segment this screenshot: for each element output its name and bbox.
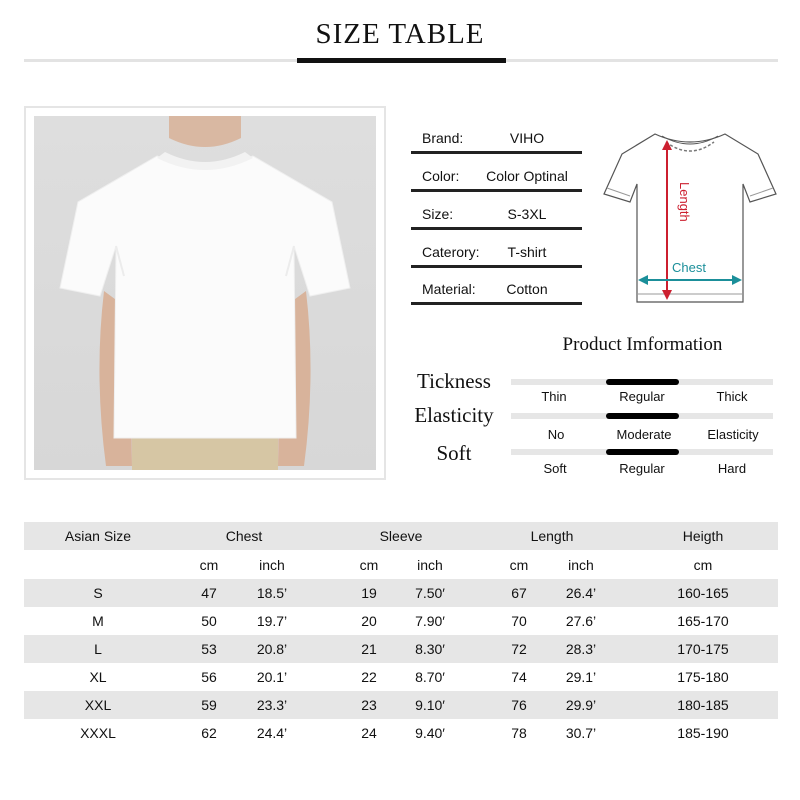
chest-cm-cell: 53: [201, 641, 217, 657]
size-cell: M: [92, 613, 104, 629]
chest-label: Chest: [672, 260, 706, 275]
table-unit-cell: inch: [568, 557, 594, 573]
length-inch-cell: 28.3’: [565, 641, 597, 657]
sleeve-inch-cell: 8.30′: [415, 641, 445, 657]
chest-inch-cell: 23.3’: [256, 697, 288, 713]
elasticity-option: Moderate: [616, 427, 672, 442]
model-tshirt-illustration: [34, 116, 376, 470]
length-label: Length: [677, 182, 692, 222]
spec-value: T-shirt: [507, 244, 547, 260]
thickness-scale-bar: [511, 379, 773, 385]
length-cm-cell: 78: [511, 725, 527, 741]
height-cell: 160-165: [677, 585, 729, 601]
chest-inch-cell: 20.1’: [256, 669, 288, 685]
scale-selected-segment: [606, 379, 679, 385]
soft-option: Soft: [543, 461, 567, 476]
table-row: [24, 719, 778, 747]
table-units-row: [24, 551, 778, 579]
product-info-title: Product Imformation: [562, 334, 723, 355]
chest-cm-cell: 56: [201, 669, 217, 685]
length-cm-cell: 76: [511, 697, 527, 713]
attr-label-thickness: Tickness: [417, 369, 491, 393]
chest-inch-cell: 20.8’: [256, 641, 288, 657]
elasticity-option: Elasticity: [707, 427, 759, 442]
sleeve-cm-cell: 20: [361, 613, 377, 629]
table-unit-cell: cm: [693, 557, 713, 573]
length-cm-cell: 67: [511, 585, 527, 601]
attr-label-elasticity: Elasticity: [414, 403, 494, 427]
spec-value: Color Optinal: [486, 168, 568, 184]
elasticity-scale-bar: [511, 413, 773, 419]
sleeve-cm-cell: 19: [361, 585, 377, 601]
spec-row-color: [411, 162, 582, 192]
scale-selected-segment: [606, 413, 679, 419]
thickness-option: Regular: [619, 389, 665, 404]
spec-key: Size:: [422, 206, 454, 222]
table-unit-cell: cm: [359, 557, 379, 573]
thickness-option: Thick: [716, 389, 748, 404]
length-cm-cell: 70: [511, 613, 527, 629]
elasticity-option: No: [547, 427, 565, 442]
sleeve-inch-cell: 8.70′: [415, 669, 445, 685]
table-unit-cell: inch: [417, 557, 443, 573]
size-cell: S: [93, 585, 103, 601]
chest-inch-cell: 24.4’: [256, 725, 288, 741]
spec-value: VIHO: [509, 130, 545, 146]
chest-cm-cell: 59: [201, 697, 217, 713]
table-header-cell: Length: [530, 528, 574, 544]
sleeve-inch-cell: 9.40′: [415, 725, 445, 741]
sleeve-cm-cell: 22: [361, 669, 377, 685]
page-title: SIZE TABLE: [315, 18, 485, 50]
title-accent-bar: [297, 58, 506, 63]
soft-option: Hard: [717, 461, 747, 476]
size-cell: L: [94, 641, 102, 657]
height-cell: 175-180: [677, 669, 729, 685]
height-cell: 170-175: [677, 641, 729, 657]
soft-scale-bar: [511, 449, 773, 455]
length-inch-cell: 29.1’: [565, 669, 597, 685]
tshirt-measure-diagram: [600, 122, 780, 312]
spec-underline: [411, 302, 582, 305]
chest-cm-cell: 50: [201, 613, 217, 629]
table-header-cell: Asian Size: [64, 528, 132, 544]
thickness-option: Thin: [541, 389, 567, 404]
spec-key: Material:: [422, 281, 476, 297]
table-row: [24, 691, 778, 719]
scale-selected-segment: [606, 449, 679, 455]
chest-cm-cell: 62: [201, 725, 217, 741]
sleeve-cm-cell: 23: [361, 697, 377, 713]
table-unit-cell: cm: [199, 557, 219, 573]
soft-option: Regular: [619, 461, 665, 476]
spec-underline: [411, 227, 582, 230]
chest-inch-cell: 18.5’: [256, 585, 288, 601]
length-inch-cell: 26.4’: [565, 585, 597, 601]
table-header-cell: Sleeve: [379, 528, 423, 544]
spec-row-material: [411, 275, 582, 305]
size-cell: XXL: [84, 697, 112, 713]
spec-row-category: [411, 238, 582, 268]
product-photo-frame: [24, 106, 386, 480]
chest-inch-cell: 19.7’: [256, 613, 288, 629]
sleeve-inch-cell: 7.90′: [415, 613, 445, 629]
spec-row-size: [411, 200, 582, 230]
height-cell: 185-190: [677, 725, 729, 741]
length-inch-cell: 30.7’: [565, 725, 597, 741]
sleeve-inch-cell: 9.10′: [415, 697, 445, 713]
spec-key: Brand:: [422, 130, 464, 146]
table-row: [24, 607, 778, 635]
spec-value: Cotton: [506, 281, 548, 297]
height-cell: 165-170: [677, 613, 729, 629]
length-cm-cell: 72: [511, 641, 527, 657]
table-header-cell: Chest: [225, 528, 263, 544]
product-photo: [34, 116, 376, 470]
spec-key: Color:: [422, 168, 460, 184]
size-cell: XL: [89, 669, 107, 685]
height-cell: 180-185: [677, 697, 729, 713]
spec-underline: [411, 189, 582, 192]
spec-underline: [411, 151, 582, 154]
table-header-row: [24, 522, 778, 550]
size-cell: XXXL: [80, 725, 116, 741]
spec-row-brand: [411, 124, 582, 154]
table-row: [24, 635, 778, 663]
length-inch-cell: 29.9’: [565, 697, 597, 713]
chest-cm-cell: 47: [201, 585, 217, 601]
sleeve-inch-cell: 7.50′: [415, 585, 445, 601]
spec-underline: [411, 265, 582, 268]
sleeve-cm-cell: 21: [361, 641, 377, 657]
table-unit-cell: cm: [509, 557, 529, 573]
spec-key: Caterory:: [422, 244, 480, 260]
table-unit-cell: inch: [259, 557, 285, 573]
table-header-cell: Heigth: [682, 528, 724, 544]
attr-label-soft: Soft: [436, 441, 472, 465]
table-row: [24, 579, 778, 607]
length-inch-cell: 27.6’: [565, 613, 597, 629]
spec-value: S-3XL: [507, 206, 547, 222]
table-row: [24, 663, 778, 691]
sleeve-cm-cell: 24: [361, 725, 377, 741]
length-cm-cell: 74: [511, 669, 527, 685]
